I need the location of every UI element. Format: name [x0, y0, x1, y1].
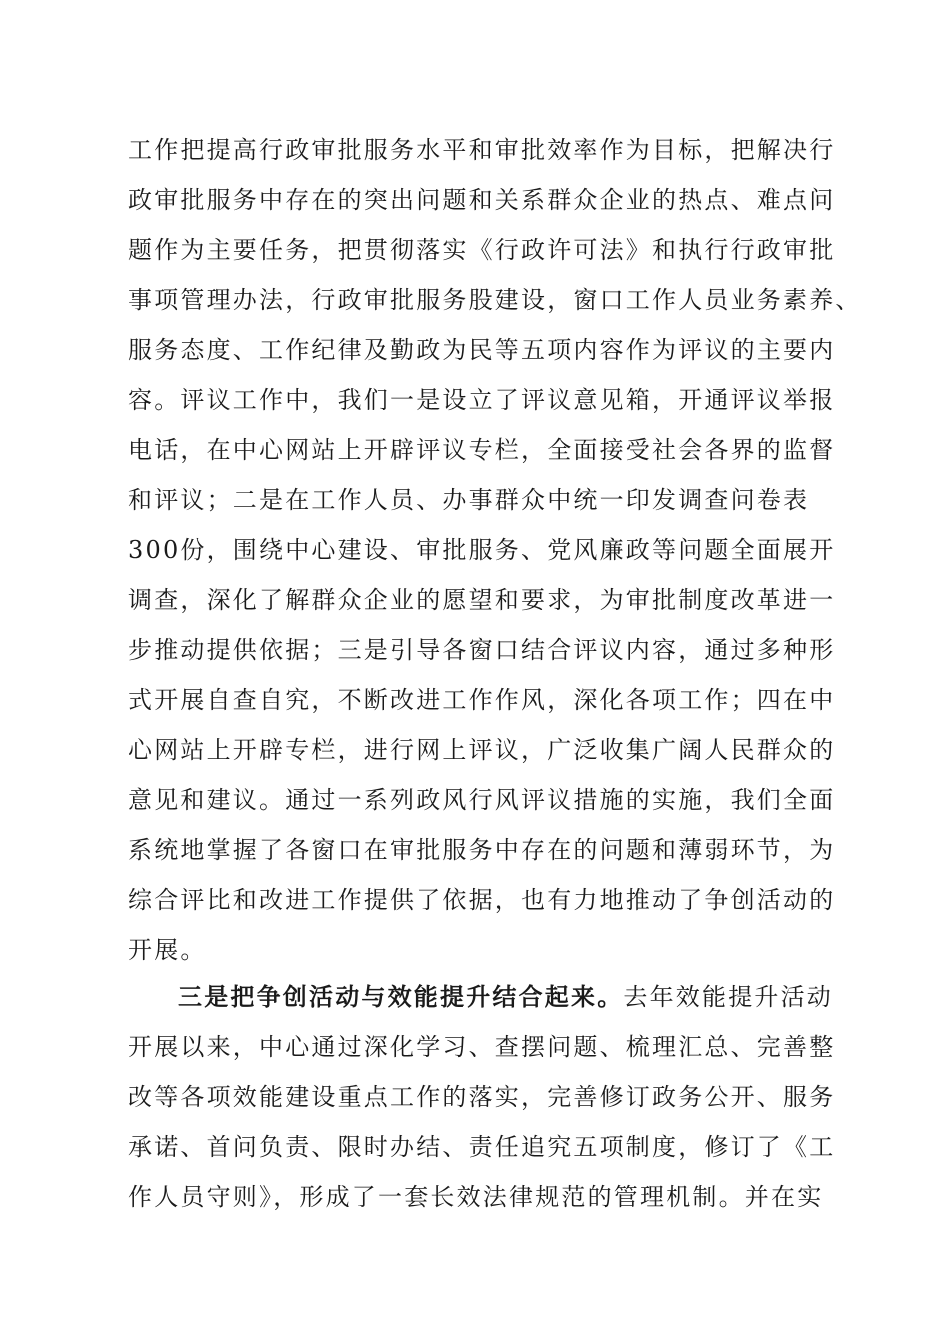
- paragraph-heading: 三是把争创活动与效能提升结合起来。: [178, 982, 624, 1011]
- text-line: 电话，在中心网站上开辟评议专栏，全面接受社会各界的监督: [128, 436, 836, 464]
- text-line: 服务态度、工作纪律及勤政为民等五项内容作为评议的主要内: [128, 336, 836, 364]
- text-line: 改等各项效能建设重点工作的落实，完善修订政务公开、服务: [128, 1083, 836, 1111]
- text-line: 开展以来，中心通过深化学习、查摆问题、梳理汇总、完善整: [128, 1033, 836, 1061]
- text-run: 去年效能提升活动: [623, 983, 834, 1011]
- text-line: 步推动提供依据；三是引导各窗口结合评议内容，通过多种形: [128, 636, 836, 664]
- text-line: 和评议；二是在工作人员、办事群众中统一印发调查问卷表: [128, 486, 810, 514]
- text-line: 政审批服务中存在的突出问题和关系群众企业的热点、难点问: [128, 186, 836, 214]
- paragraph-first-line: [128, 972, 834, 1022]
- text-line: 系统地掌握了各窗口在审批服务中存在的问题和薄弱环节，为: [128, 836, 836, 864]
- text-line: 作人员守则》，形成了一套长效法律规范的管理机制。并在实: [128, 1183, 824, 1211]
- text-line: 综合评比和改进工作提供了依据，也有力地推动了争创活动的: [128, 886, 836, 914]
- text-line: 承诺、首问负责、限时办结、责任追究五项制度，修订了《工: [128, 1133, 836, 1161]
- paragraph-efficiency: [128, 972, 836, 1222]
- text-line: 开展。: [128, 936, 207, 964]
- text-line: 调查，深化了解群众企业的愿望和要求，为审批制度改革进一: [128, 586, 836, 614]
- text-line: 意见和建议。通过一系列政风行风评议措施的实施，我们全面: [128, 786, 836, 814]
- text-line: 容。评议工作中，我们一是设立了评议意见箱，开通评议举报: [128, 386, 836, 414]
- text-line: 题作为主要任务，把贯彻落实《行政许可法》和执行行政审批: [128, 236, 836, 264]
- text-line: 300份，围绕中心建设、审批服务、党风廉政等问题全面展开: [128, 536, 836, 564]
- text-line: 式开展自查自究，不断改进工作作风，深化各项工作；四在中: [128, 686, 836, 714]
- paragraph-evaluation: [128, 125, 862, 975]
- text-line: 事项管理办法，行政审批服务股建设，窗口工作人员业务素养、: [128, 286, 862, 314]
- text-line: 心网站上开辟专栏，进行网上评议，广泛收集广阔人民群众的: [128, 736, 836, 764]
- text-line: 工作把提高行政审批服务水平和审批效率作为目标，把解决行: [128, 136, 836, 164]
